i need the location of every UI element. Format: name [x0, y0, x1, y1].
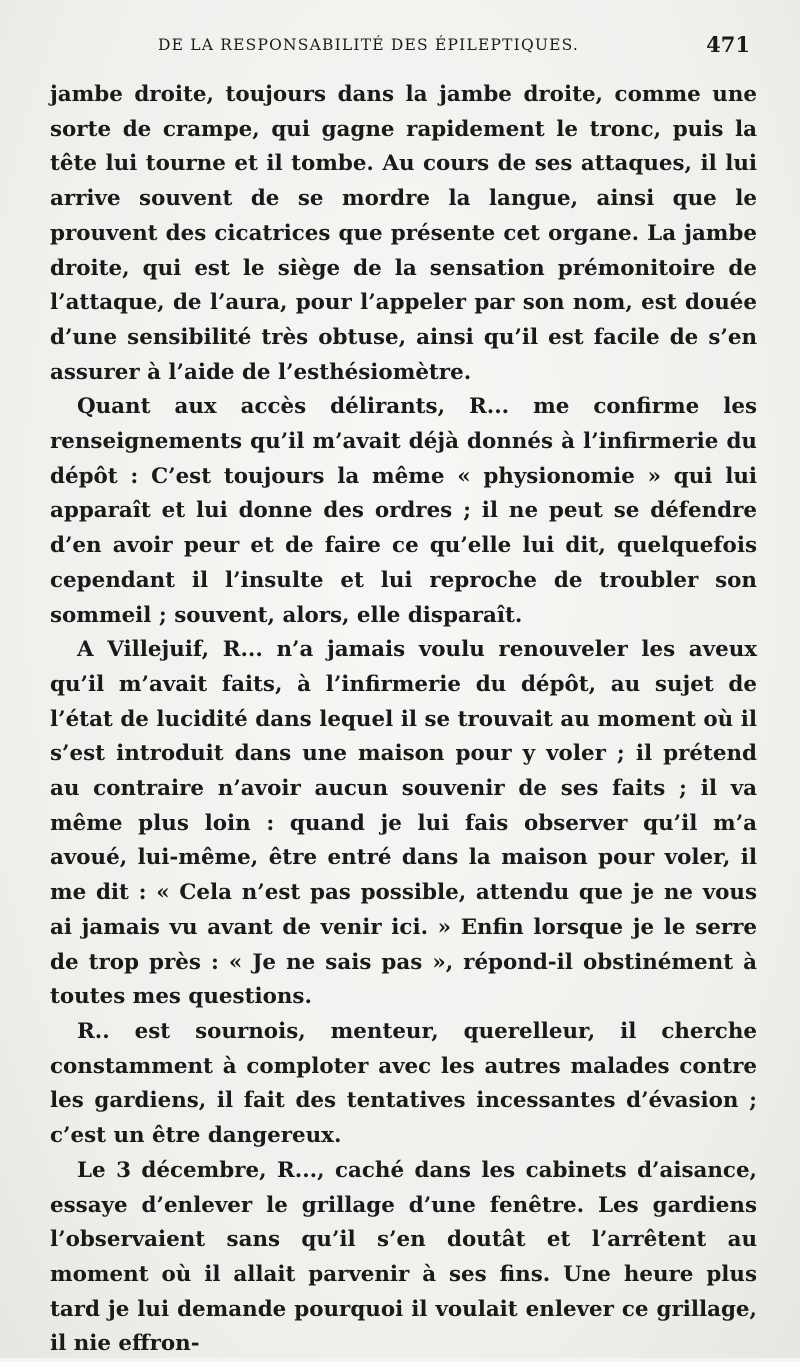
paragraph-villejuif: A Villejuif, R... n’a jamais voulu renouveler les aveux qu’il m’avait faits, à l’infirmerie du dépôt, au sujet de l’état de lucidité dans lequel il se trouvait au moment où il s’est introduit dans une maison pour y voler ; il prétend au contraire n’avoir aucun souvenir de ses faits ; il va même plus loin : quand je lui fais observer qu’il m’a avoué, lui-même, être entré dans la maison pour voler, il me dit : « Cela n’est pas possible, attendu que je ne vous ai jamais vu avant de venir ici. » Enfin lorsque je le serre de trop près : « Je ne sais pas », répond-il obstinément à toutes mes questions. [50, 637, 757, 1010]
body-text [50, 78, 757, 1362]
paragraph-3-decembre: Le 3 décembre, R..., caché dans les cabinets d’aisance, essaye d’enlever le grillage d’une fenêtre. Les gardiens l’observaient sans qu’il s’en doutât et l’arrêtent au moment où il allait parvenir à ses fins. Une heure plus tard je lui demande pourquoi il voulait enlever ce grillage, il nie effron- [50, 1157, 757, 1357]
paragraph-caractere: R.. est sournois, menteur, querelleur, il cherche constamment à comploter avec les autres malades contre les gardiens, il fait des tentatives incessantes d’évasion ; c’est un être dangereux. [50, 1018, 757, 1149]
page-header [50, 32, 750, 64]
paragraph-continuation: jambe droite, toujours dans la jambe droite, comme une sorte de crampe, qui gagne rapidement le tronc, puis la tête lui tourne et il tombe. Au cours de ses attaques, il lui arrive souvent de se mordre la langue, ainsi que le prouvent des cicatrices que présente cet organe. La jambe droite, qui est le siège de la sensation prémonitoire de l’attaque, de l’aura, pour l’appeler par son nom, est douée d’une sensibilité très obtuse, ainsi qu’il est facile de s’en assurer à l’aide de l’esthésiomètre. [50, 82, 757, 385]
running-head: DE LA RESPONSABILITÉ DES ÉPILEPTIQUES. [158, 36, 580, 54]
paragraph-acces-delirants: Quant aux accès délirants, R... me confirme les renseignements qu’il m’avait déjà donnés à l’infirmerie du dépôt : C’est toujours la même « physionomie » qui lui apparaît et lui donne des ordres ; il ne peut se défendre d’en avoir peur et de faire ce qu’elle lui dit, quelquefois cependant il l’insulte et lui reproche de troubler son sommeil ; souvent, alors, elle disparaît. [50, 394, 757, 628]
page-number: 471 [706, 32, 750, 57]
